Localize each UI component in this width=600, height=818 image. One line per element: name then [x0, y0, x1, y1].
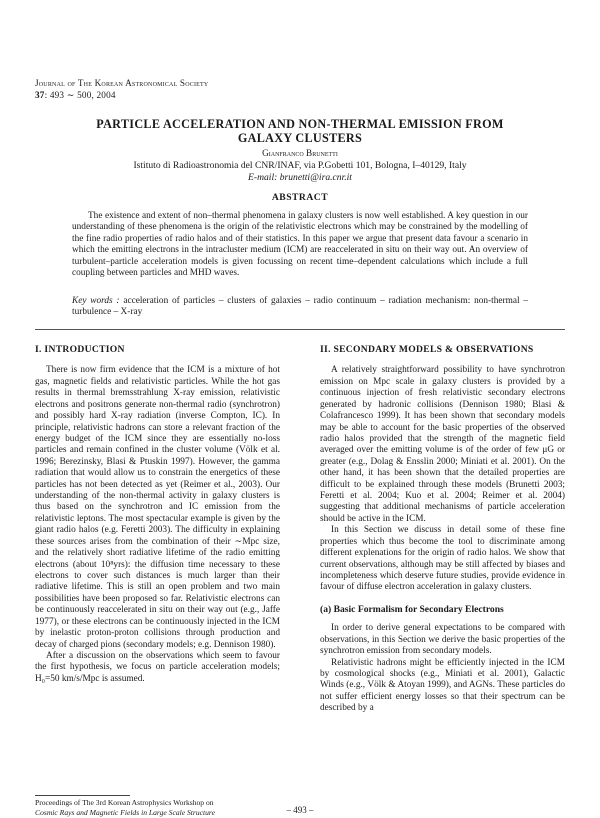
journal-volume: 37 [35, 89, 45, 100]
footnote [35, 798, 285, 817]
section-heading-introduction: I. INTRODUCTION [35, 344, 125, 355]
journal-citation [35, 90, 208, 102]
sub-a-paragraph-2: Relativistic hadrons might be efficiently injected in the ICM by cosmological shocks (e.g., Miniati et al. 2001), Galactic Winds (e.g., Völk & Atoyan 1999), and AGNs. These particles do not suffer efficient energy losses so that their spectrum can be described by a [320, 657, 565, 714]
sub-a-paragraph-1: In order to derive general expectations to be compared with observations, in this Section we derive the basic properties of the synchrotron emission from secondary models. [320, 623, 565, 657]
abstract-text: The existence and extent of non–thermal phenomena in galaxy clusters is now well established. A key question in our understanding of these phenomena is the origin of the relativistic electrons which may be constrained by the modelling of the fine radio properties of radio halos and of their statistics. In this paper we argue that present data favour a scenario in which the emitting electrons in the intracluster medium (ICM) are reaccelerated in situ on their way out. An overview of turbulent–particle acceleration models is given focussing on recent time–dependent calculations which include a full coupling between particles and MHD waves. [72, 211, 528, 279]
paper-title-line-2: GALAXY CLUSTERS [237, 131, 363, 145]
abstract-heading: ABSTRACT [271, 192, 329, 203]
footnote-line-2: Cosmic Rays and Magnetic Fields in Large Scale Structure [35, 807, 215, 817]
left-column [35, 344, 280, 685]
footnote-line-1: Proceedings of The 3rd Korean Astrophysics Workshop on [35, 798, 214, 807]
page-number: – 493 – [286, 805, 314, 815]
right-column [320, 344, 565, 715]
footnote-divider [35, 795, 130, 796]
intro-paragraph-1: There is now firm evidence that the ICM is a mixture of hot gas, magnetic fields and relativistic particles. While the hot gas results in thermal bremsstrahlung X-ray emission, relativistic electrons and positrons generate non-thermal radio (synchrotron) and possibly hard X-ray radiation (inverse Compton, IC). In principle, relativistic hadrons can store a relevant fraction of the energy budget of the ICM since they are essentially no-loss particles and remain confined in the cluster volume (Völk et al. 1996; Berezinsky, Blasi & Ptuskin 1997). However, the gamma radiation that would allow us to constrain the energetics of these particles has not been detected as yet (Reimer et al., 2003). Our understanding of the non-thermal activity in galaxy clusters is thus based on the synchrotron and IC emission from the relativistic leptons. The most spectacular example is given by the giant radio halos (e.g. Feretti 2003). The difficulty in explaining these sources arises from the combination of their ∼Mpc size, and the relatively short radiative lifetime of the radio emitting electrons (about 10⁸yrs): the diffusion time necessary to these electrons to cover such distances is much larger than their radiative lifetime. This is still an open problem and two main possibilities have been proposed so far. Relativistic electrons can be continuously reaccelerated in situ on their way out (e.g., Jaffe 1977), or these electrons can be continuously injected in the ICM by inelastic proton-proton collisions through production and decay of charged pions (secondary models; e.g. Dennison 1980). [35, 365, 280, 650]
section-heading-secondary-models: II. SECONDARY MODELS & OBSERVATIONS [320, 344, 534, 355]
journal-name: Journal of The Korean Astronomical Society [35, 78, 209, 88]
subsection-heading-basic-formalism: (a) Basic Formalism for Secondary Electrons [320, 603, 504, 615]
sec2-paragraph-2: In this Section we discuss in detail some of these fine properties which thus become the tool to discriminate among different explenations for the origin of radio halos. We show that current observations, although may be still affected by biases and incompleteness which deserve future studies, provide evidence in favour of diffuse electron acceleration in galaxy clusters. [320, 525, 565, 593]
keywords-list: acceleration of particles – clusters of galaxies – radio continuum – radiation mechanism: non-thermal – turbulence – X-ray [72, 296, 528, 318]
intro-paragraph-2: After a discussion on the observations which seem to favour the first hypothesis, we focus on particle acceleration models; H₀=50 km/s/Mpc is assumed. [35, 650, 280, 684]
paper-affiliation: Istituto di Radioastronomia del CNR/INAF, via P.Gobetti 101, Bologna, I–40129, Italy [133, 160, 467, 171]
journal-pages: : 493 ∼ 500, 2004 [44, 89, 116, 100]
sec2-paragraph-1: A relatively straightforward possibility to have synchrotron emission on Mpc scale in galaxy clusters is provided by a continuous injection of fresh relativistic secondary electrons generated by hadronic collisions (Dennison 1980; Blasi & Colafrancesco 1999). It has been shown that secondary models may be able to account for the basic properties of the observed radio halos provided that the strength of the magnetic field averaged over the emitting volume is of the order of few μG or greater (e.g., Dolag & Ensslin 2000; Miniati et al. 2001). On the other hand, it has been shown that the detailed properties are difficult to be explained through these models (Brunetti 2003; Feretti et al. 2004; Kuo et al. 2004; Reimer et al. 2004) suggesting that additional mechanisms of particle acceleration should be active in the ICM. [320, 365, 565, 524]
keywords-label: Key words : [72, 296, 120, 306]
paper-author: Gianfranco Brunetti [262, 148, 338, 158]
paper-email: E-mail: brunetti@ira.cnr.it [248, 172, 352, 183]
journal-header [35, 78, 208, 101]
header-divider [35, 329, 565, 330]
keywords [72, 296, 528, 319]
paper-title-line-1: PARTICLE ACCELERATION AND NON-THERMAL EMISSION FROM [96, 117, 504, 131]
paper-title [40, 117, 560, 145]
